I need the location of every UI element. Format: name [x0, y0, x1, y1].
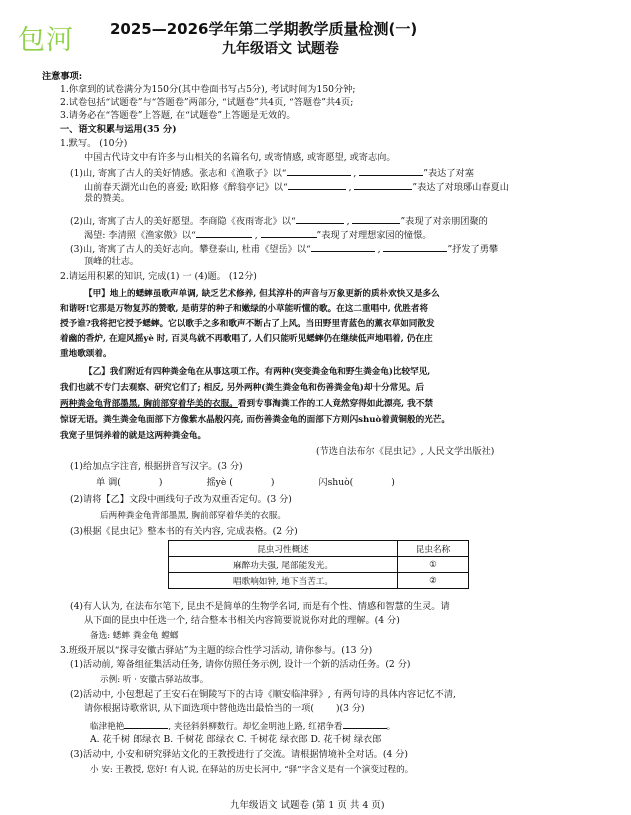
passage-line: 授予谁?我将把它授予蟋蟀。它以歌手之多和歌声不断占了上风。当田野里青蓝色的薰衣草如同散发: [60, 319, 435, 329]
subquestion: 从下面的昆虫中任选一个, 结合整本书相关内容简要说说你对此的理解。(4 分): [84, 615, 400, 626]
notice-item: 2.试卷包括“试题卷”与“答题卷”两部分, “试题卷”共4页, “答题卷”共4页;: [60, 97, 354, 108]
table-header: 昆虫名称: [398, 541, 469, 557]
example: 示例: 听 · 安徽古驿站故事。: [100, 675, 209, 685]
question-heading: 1.默写。 (10分): [60, 138, 128, 149]
passage-line: 【乙】我们附近有四种粪金龟在从事这项工作。有两种(突变粪金龟和野生粪金龟)比较罕见,: [84, 367, 431, 377]
table-row: [169, 573, 469, 589]
underlined-sentence: 两种粪金龟背部墨黑, 胸前部穿着华美的衣服。: [60, 399, 238, 409]
question-heading: 2.请运用积累的知识, 完成(1) 一 (4)题。 (12分): [60, 271, 257, 282]
subquestion: (1)给加点字注音, 根据拼音写汉字。(3 分): [70, 461, 243, 472]
paragraph: 中国古代诗文中有许多与山相关的名篇名句, 或寄情感, 或寄愿望, 或寄志向。: [84, 152, 396, 163]
part-heading: 一、语文积累与运用(35 分): [60, 124, 177, 135]
sentence-to-rewrite: 后两种粪金龟背部墨黑, 胸前部穿着华美的衣服。: [100, 511, 286, 521]
passage-line: 惊讶无语。粪生粪金龟面部下方像紫水晶般闪亮, 而伤善粪金龟的面部下方则闪shuò着黄铜般的光芒。: [60, 415, 450, 425]
choices[interactable]: A. 花千树 郎绿衣 B. 千树花 郎绿衣 C. 千树花 绿衣郎 D. 花千树 绿衣郎: [90, 734, 382, 745]
page-footer: 九年级语文 试题卷 (第 1 页 共 4 页): [230, 800, 385, 811]
paragraph: 景的赞美。: [84, 193, 130, 204]
exam-subtitle: 九年级语文 试题卷: [222, 41, 339, 57]
paragraph: 顶峰的壮志。: [84, 256, 140, 267]
passage-line: 我们也就不专门去观察、研究它们了; 相反, 另外两种(粪生粪金龟和伤善粪金龟)却十分常见。后: [60, 383, 425, 393]
source-citation: (节选自法布尔《昆虫记》, 人民文学出版社): [316, 446, 495, 457]
question-heading: 3.班级开展以“探寻安徽古驿站”为主题的综合性学习活动, 请你参与。(13 分): [60, 645, 373, 656]
subquestion: (2)活动中, 小包想起了王安石在铜陵写下的古诗《顺安临津驿》, 有两句诗的具体内容记忆不清,: [70, 689, 456, 700]
subquestion: (1)活动前, 筹备组征集活动任务, 请你仿照任务示例, 设计一个新的活动任务。(2 分): [70, 659, 411, 670]
exam-title: 2025—2026学年第二学期教学质量检测(一): [110, 20, 418, 38]
answer-cell[interactable]: ②: [398, 573, 469, 589]
fill-line: 渴望: 李清照《渔家傲》以“ , ”表现了对理想家园的憧憬。: [84, 230, 432, 241]
table-cell: 唱歌响如钟, 地下当苦工。: [169, 573, 398, 589]
table-row: [169, 557, 469, 573]
passage-line: 着幽的香炉, 在迎风摇yè 时, 百灵鸟就不再歌唱了, 人们只能听见蟋蟀仍在继续低声地唱着, 仍在庄: [60, 334, 433, 344]
subquestion: (4)有人认为, 在法布尔笔下, 昆虫不是简单的生物学名词, 而是有个性、情感和智慧的生灵。请: [70, 601, 450, 612]
notice-item: 1.你拿到的试卷满分为150分(其中卷面书写占5分), 考试时间为150分钟;: [60, 84, 356, 95]
options: 备选: 蟋蟀 粪金龟 螳螂: [90, 631, 179, 641]
answer-cell[interactable]: ①: [398, 557, 469, 573]
fill-line: (3)山, 寄寓了古人的美好志向。攀登泰山, 杜甫《望岳》以“ , ”抒发了勇攀: [70, 244, 499, 255]
logo: 包河: [18, 25, 74, 56]
table-cell: 麻醉功夫强, 尾部能发光。: [169, 557, 398, 573]
passage-line: 【甲】地上的蟋蟀虽歌声单调, 缺乏艺术修养, 但其淳朴的声音与万象更新的质朴欢快又是多么: [84, 289, 440, 299]
insect-table: [168, 540, 469, 589]
notice-item: 3.请务必在“答题卷”上答题, 在“试题卷”上答题是无效的。: [60, 110, 296, 121]
subquestion: (3)活动中, 小安和研究驿站文化的王教授进行了交流。请根据情境补全对话。(4 分): [70, 749, 408, 760]
fill-line: (1)山, 寄寓了古人的美好情感。张志和《渔歌子》以“ , ”表达了对塞: [70, 168, 474, 179]
table-header: 昆虫习性概述: [169, 541, 398, 557]
table-header-row: [169, 541, 469, 557]
passage-line: 我宽子里饲养着的就是这两种粪金龟。: [60, 431, 207, 441]
dialog-line: 小 安: 王教授, 您好! 有人说, 在驿站的历史长河中, “驿”字含义是有一个演变过程的。: [90, 765, 414, 775]
notice-heading: 注意事项:: [42, 71, 83, 82]
poem-line: 临津艳艳 , 夹径斜斜柳数行。却忆金明池上路, 红裙争看 。: [90, 719, 395, 733]
subquestion: (2)请将【乙】文段中画线句子改为双重否定句。(3 分): [70, 494, 292, 505]
fill-line: (2)山, 寄寓了古人的美好愿望。李商隐《夜雨寄北》以“ , ”表现了对亲朋团聚的: [70, 216, 488, 227]
passage-line: 和谐呀!它那是万物复苏的赞歌, 是萌芽的种子和嫩绿的小草能听懂的歌。在这二重唱中, 优胜者将: [60, 304, 429, 314]
pinyin-row: 单 调( ) 摇yè ( ) 闪shuò( ): [96, 477, 395, 488]
subquestion: 请你根据诗歌常识, 从下面选项中替他选出最恰当的一项( )(3 分): [84, 703, 365, 714]
fill-line: 山前春天湖光山色的喜爱; 欧阳修《醉翁亭记》以“ , ”表达了对琅琊山春夏山: [84, 182, 509, 193]
subquestion: (3)根据《昆虫记》整本书的有关内容, 完成表格。(2 分): [70, 526, 298, 537]
passage-line: 重地歌颂着。: [60, 349, 112, 359]
passage-line: 两种粪金龟背部墨黑, 胸前部穿着华美的衣服。看到专事淘粪工作的工人竟然穿得如此漂亮, 我不禁: [60, 399, 433, 409]
